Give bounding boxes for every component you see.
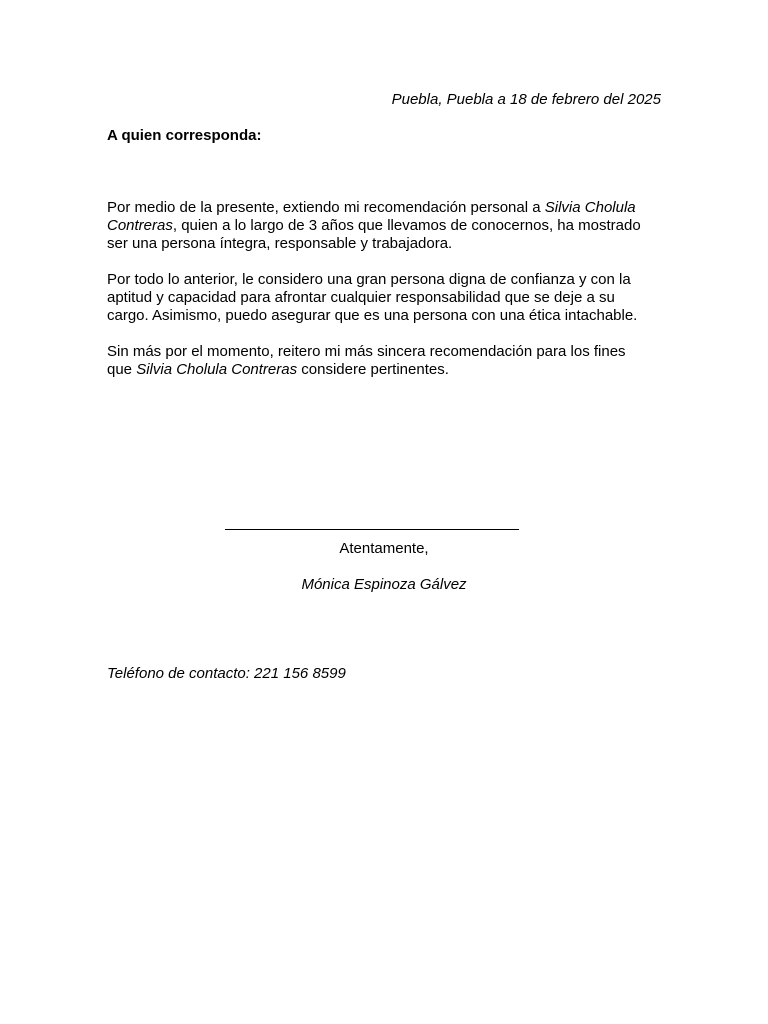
salutation: A quien corresponda: (107, 127, 262, 144)
recommended-person-name: Silvia Cholula Contreras (107, 199, 636, 234)
signature-line (225, 529, 519, 530)
contact-phone: Teléfono de contacto: 221 156 8599 (107, 665, 346, 682)
paragraph-qualities: Por todo lo anterior, le considero una gran persona digna de confianza y con la aptitud y capacidad para afrontar cualquier responsabilidad que se deje a su cargo. Asimismo, puedo asegurar que es una persona con una ética intachable. (107, 271, 638, 324)
paragraph1-before: Por medio de la presente, extiendo mi recomendación personal a (107, 199, 545, 216)
paragraph3-after: considere pertinentes. (297, 361, 449, 378)
paragraph1-after: , quien a lo largo de 3 años que llevamos de conocernos, ha mostrado ser una persona íntegra, responsable y trabajadora. (107, 217, 641, 252)
recommended-person-name-2: Silvia Cholula Contreras (136, 361, 298, 378)
paragraph3-before: Sin más por el momento, reitero mi más sincera recomendación para los fines que (107, 343, 626, 378)
date-line: Puebla, Puebla a 18 de febrero del 2025 (391, 91, 661, 108)
closing: Atentamente, (339, 540, 429, 557)
paragraph-recommendation (107, 199, 652, 253)
paragraph-closing-remarks (107, 343, 652, 379)
signer-name: Mónica Espinoza Gálvez (301, 576, 467, 593)
